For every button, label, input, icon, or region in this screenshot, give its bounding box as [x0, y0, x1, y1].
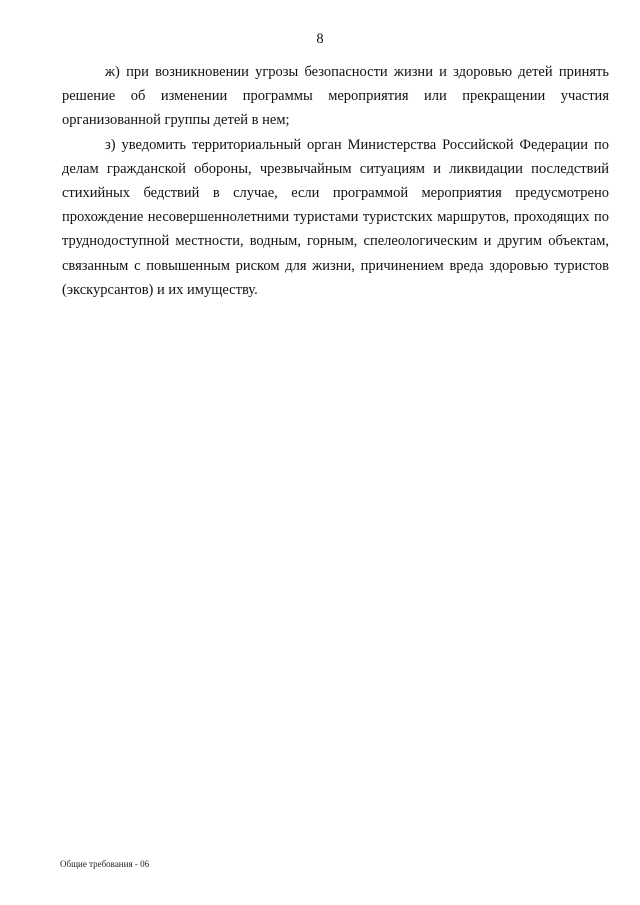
page-footer: Общие требования - 06 [60, 859, 150, 869]
body-text [62, 60, 609, 302]
paragraph-zh: ж) при возникновении угрозы безопасности жизни и здоровью детей принять решение об изменении программы мероприятия или прекращении участия организованной группы детей в нем; [62, 64, 609, 129]
paragraph-z: з) уведомить территориальный орган Министерства Российской Федерации по делам гражданской обороны, чрезвычайным ситуациям и ликвидации последствий стихийных бедствий в случае, если программой мероприятия предусмотрено прохождение несовершеннолетними туристами туристских маршрутов, проходящих по труднодоступной местности, водным, горным, спелеологическим и другим объектам, связанным с повышенным риском для жизни, причинением вреда здоровью туристов (экскурсантов) и их имуществу. [62, 136, 609, 298]
page-number: 8 [316, 31, 324, 47]
